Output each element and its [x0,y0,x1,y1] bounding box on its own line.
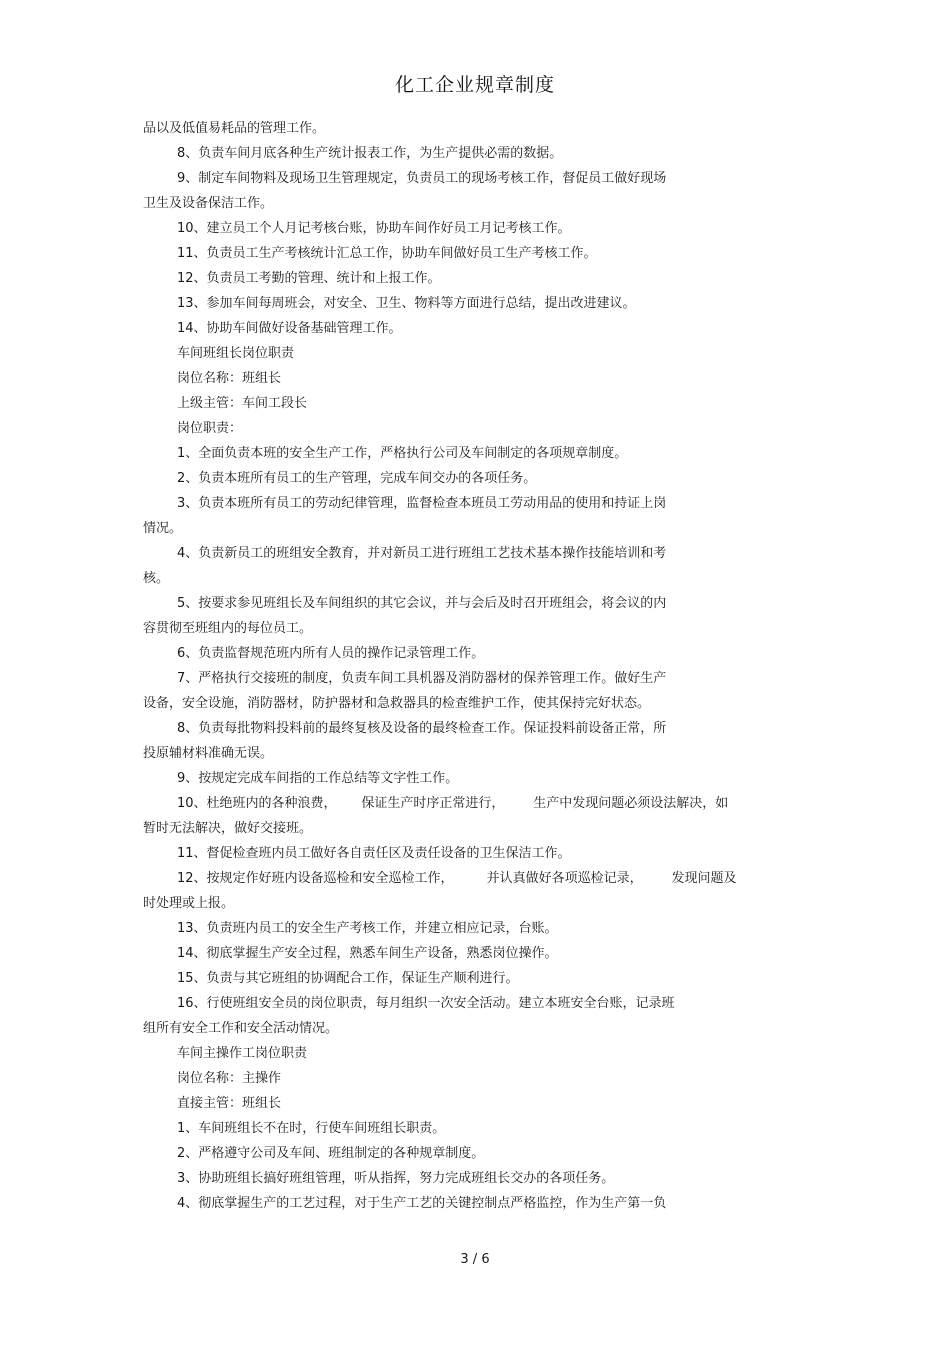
text-line: 投原辅材料准确无误。 [143,746,274,761]
text-line: 直接主管：班组长 [177,1096,282,1111]
text-line: 2、负责本班所有员工的生产管理，完成车间交办的各项任务。 [177,471,537,486]
text-line: 13、负责班内员工的安全生产考核工作，并建立相应记录，台账。 [177,921,558,936]
text-line: 组所有安全工作和安全活动情况。 [143,1021,339,1036]
text-line: 8、负责车间月底各种生产统计报表工作，为生产提供必需的数据。 [177,146,563,161]
text-line: 3、协助班组长搞好班组管理，听从指挥，努力完成班组长交办的各项任务。 [177,1171,615,1186]
text-line: 12、负责员工考勤的管理、统计和上报工作。 [177,271,441,286]
text-line: 16、行使班组安全员的岗位职责，每月组织一次安全活动。建立本班安全台账，记录班 [177,996,675,1011]
text-line: 3、负责本班所有员工的劳动纪律管理，监督检查本班员工劳动用品的使用和持证上岗 [177,496,667,511]
text-line: 14、协助车间做好设备基础管理工作。 [177,321,402,336]
text-line: 品以及低值易耗品的管理工作。 [143,121,326,136]
text-line: 1、车间班组长不在时，行使车间班组长职责。 [177,1121,446,1136]
text-line: 5、按要求参见班组长及车间组织的其它会议，并与会后及时召开班组会，将会议的内 [177,596,667,611]
text-line: 岗位名称：班组长 [177,371,282,386]
text-line: 2、严格遵守公司及车间、班组制定的各种规章制度。 [177,1146,485,1161]
text-line: 容贯彻至班组内的每位员工。 [143,621,313,636]
text-line: 11、负责员工生产考核统计汇总工作，协助车间做好员工生产考核工作。 [177,246,597,261]
text-line: 情况。 [143,521,183,536]
text-line: 核。 [143,571,170,586]
text-line: 11、督促检查班内员工做好各自责任区及责任设备的卫生保洁工作。 [177,846,571,861]
text-line: 岗位职责： [177,421,243,436]
text-line: 设备，安全设施，消防器材，防护器材和急救器具的检查维护工作，使其保持完好状态。 [143,696,651,711]
page-number: 3 / 6 [460,1252,490,1267]
text-line: 4、负责新员工的班组安全教育，并对新员工进行班组工艺技术基本操作技能培训和考 [177,546,667,561]
text-line: 10、建立员工个人月记考核台账，协助车间作好员工月记考核工作。 [177,221,571,236]
text-line: 岗位名称：主操作 [177,1071,282,1086]
text-line: 6、负责监督规范班内所有人员的操作记录管理工作。 [177,646,485,661]
text-line: 车间主操作工岗位职责 [177,1046,308,1061]
text-line: 时处理或上报。 [143,896,235,911]
text-line: 7、严格执行交接班的制度，负责车间工具机器及消防器材的保养管理工作。做好生产 [177,671,667,686]
text-line: 暂时无法解决，做好交接班。 [143,821,313,836]
text-line: 8、负责每批物料投料前的最终复核及设备的最终检查工作。保证投料前设备正常，所 [177,721,667,736]
text-line: 1、全面负责本班的安全生产工作，严格执行公司及车间制定的各项规章制度。 [177,446,628,461]
document-body [143,116,808,1216]
text-line: 9、制定车间物料及现场卫生管理规定，负责员工的现场考核工作，督促员工做好现场 [177,171,667,186]
text-line: 10、杜绝班内的各种浪费， 保证生产时序正常进行， 生产中发现问题必须设法解决，如 [177,796,729,811]
text-line: 13、参加车间每周班会，对安全、卫生、物料等方面进行总结，提出改进建议。 [177,296,636,311]
text-line: 9、按规定完成车间指的工作总结等文字性工作。 [177,771,459,786]
text-line: 车间班组长岗位职责 [177,346,295,361]
text-line: 4、彻底掌握生产的工艺过程，对于生产工艺的关键控制点严格监控，作为生产第一负 [177,1196,667,1211]
text-line: 卫生及设备保洁工作。 [143,196,274,211]
document-title: 化工企业规章制度 [394,74,555,96]
text-line: 上级主管：车间工段长 [177,396,308,411]
text-line: 14、彻底掌握生产安全过程，熟悉车间生产设备，熟悉岗位操作。 [177,946,558,961]
text-line: 15、负责与其它班组的协调配合工作，保证生产顺利进行。 [177,971,519,986]
text-line: 12、按规定作好班内设备巡检和安全巡检工作， 并认真做好各项巡检记录， 发现问题及 [177,871,737,886]
